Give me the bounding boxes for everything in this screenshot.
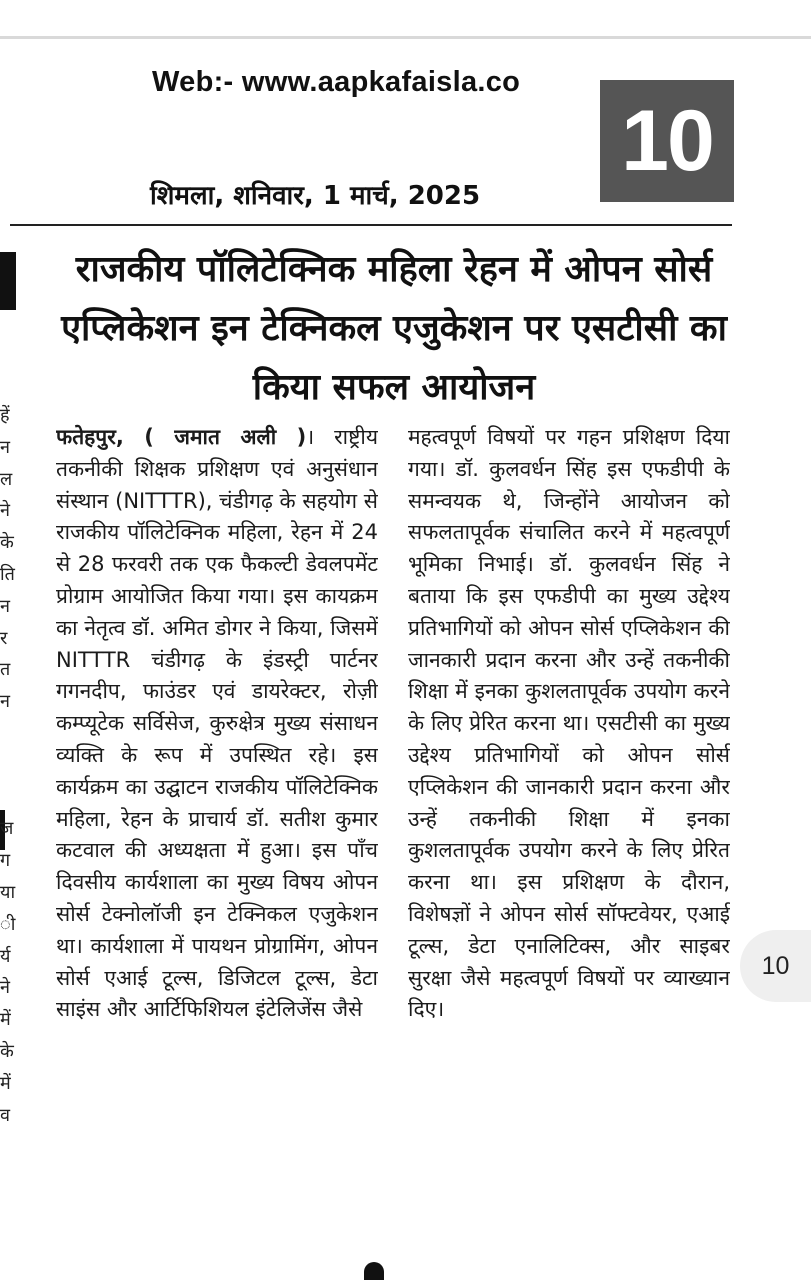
- left-fragment: र्य: [0, 945, 11, 967]
- left-fragment: [0, 718, 24, 750]
- left-fragment: न: [0, 436, 10, 458]
- article-column-1-text: । राष्ट्रीय तकनीकी शिक्षक प्रशिक्षण एवं अनुसंधान संस्थान (NITTTR), चंडीगढ़ के सहयोग से राजकीय पॉलिटेक्निक महिला, रेहन में 24 से 28 फरवरी तक एक फैकल्टी डेवलपमेंट प्रोग्राम आयोजित किया गया। इस कायक्रम का नेतृत्व डॉ. अमित डोगर ने किया, जिसमें NITTTR चंडीगढ़ के इंडस्ट्री पार्टनर गगनदीप, फाउंडर एवं डायरेक्टर, रोज़ी कम्प्यूटेक सर्विसेज, कुरुक्षेत्र मुख्य संसाधन व्यक्ति के रूप में उपस्थित रहे। इस कार्यक्रम का उद्घाटन राजकीय पॉलिटेक्निक महिला, रेहन के प्राचार्य डॉ. सतीश कुमार कटवाल की अध्यक्षता में हुआ। इस पाँच दिवसीय कार्यशाला का मुख्य विषय ओपन सोर्स टेक्नोलॉजी इन टेक्निकल एजुकेशन था। कार्यशाला में पायथन प्रोग्रामिंग, ओपन सोर्स एआई टूल्स, डिजिटल टूल्स, डेटा साइंस और आर्टिफिशियल इंटेलिजेंस जैसे: [56, 425, 378, 1022]
- left-fragment: के: [0, 532, 14, 554]
- left-fragment: ने: [0, 500, 10, 522]
- left-fragment: में: [0, 1072, 11, 1094]
- website-label: Web:- www.aapkafaisla.co: [152, 66, 521, 98]
- page-number-box: 10: [600, 80, 734, 202]
- left-fragment: ल: [0, 468, 13, 490]
- left-column-fragments: [0, 400, 24, 1280]
- article-column-1: [56, 422, 378, 1264]
- article-column-2: महत्वपूर्ण विषयों पर गहन प्रशिक्षण दिया गया। डॉ. कुलवर्धन सिंह इस एफडीपी के समन्वयक थे, जिन्होंने आयोजन को सफलतापूर्वक संचालित करने में महत्वपूर्ण भूमिका निभाई। डॉ. कुलवर्धन सिंह ने बताया कि इस एफडीपी का मुख्य उद्देश्य प्रतिभागियों को ओपन सोर्स एप्लिकेशन की जानकारी प्रदान करना और उन्हें तकनीकी शिक्षा में इनका कुशलतापूर्वक उपयोग करने के लिए प्रेरित करना था। एसटीसी का मुख्य उद्देश्य प्रतिभागियों को ओपन सोर्स एप्लिकेशन की जानकारी प्रदान करना और उन्हें तकनीकी शिक्षा में इनका कुशलतापूर्वक उपयोग करने के लिए प्रेरित करना था। इस प्रशिक्षण के दौरान, विशेषज्ञों ने ओपन सोर्स सॉफ्टवेयर, एआई टूल्स, डेटा एनालिटिक्स, और साइबर सुरक्षा जैसे महत्वपूर्ण विषयों पर व्याख्यान दिए।: [408, 425, 730, 1022]
- left-fragment: न: [0, 691, 10, 713]
- left-fragment: के: [0, 1040, 14, 1062]
- left-fragment: व: [0, 1104, 11, 1126]
- page-indicator[interactable]: 10: [740, 930, 811, 1002]
- left-fragment: [0, 750, 24, 782]
- top-bar: [0, 0, 811, 39]
- left-fragment: न: [0, 595, 10, 617]
- left-fragment: र: [0, 627, 8, 649]
- left-fragment: ग: [0, 850, 11, 872]
- left-fragment: ी: [0, 913, 16, 935]
- left-fragment: ज: [0, 818, 14, 840]
- article-headline: राजकीय पॉलिटेक्निक महिला रेहन में ओपन सोर्स एप्लिकेशन इन टेक्निकल एजुकेशन पर एसटीसी का किया सफल आयोजन: [61, 249, 727, 408]
- left-fragment: ने: [0, 977, 10, 999]
- bottom-fragment: [364, 1262, 384, 1280]
- header-rule: [10, 224, 732, 226]
- left-fragment: त: [0, 659, 11, 681]
- left-fragment: में: [0, 1009, 11, 1031]
- left-fragment: या: [0, 881, 16, 903]
- article-byline: फतेहपुर, ( जमात अली ): [56, 425, 307, 449]
- dateline: शिमला, शनिवार, 1 मार्च, 2025: [150, 181, 481, 211]
- left-fragment: [0, 782, 24, 814]
- left-column-heading-fragment: [0, 252, 16, 310]
- left-fragment: हें: [0, 405, 10, 426]
- left-fragment: ति: [0, 563, 15, 585]
